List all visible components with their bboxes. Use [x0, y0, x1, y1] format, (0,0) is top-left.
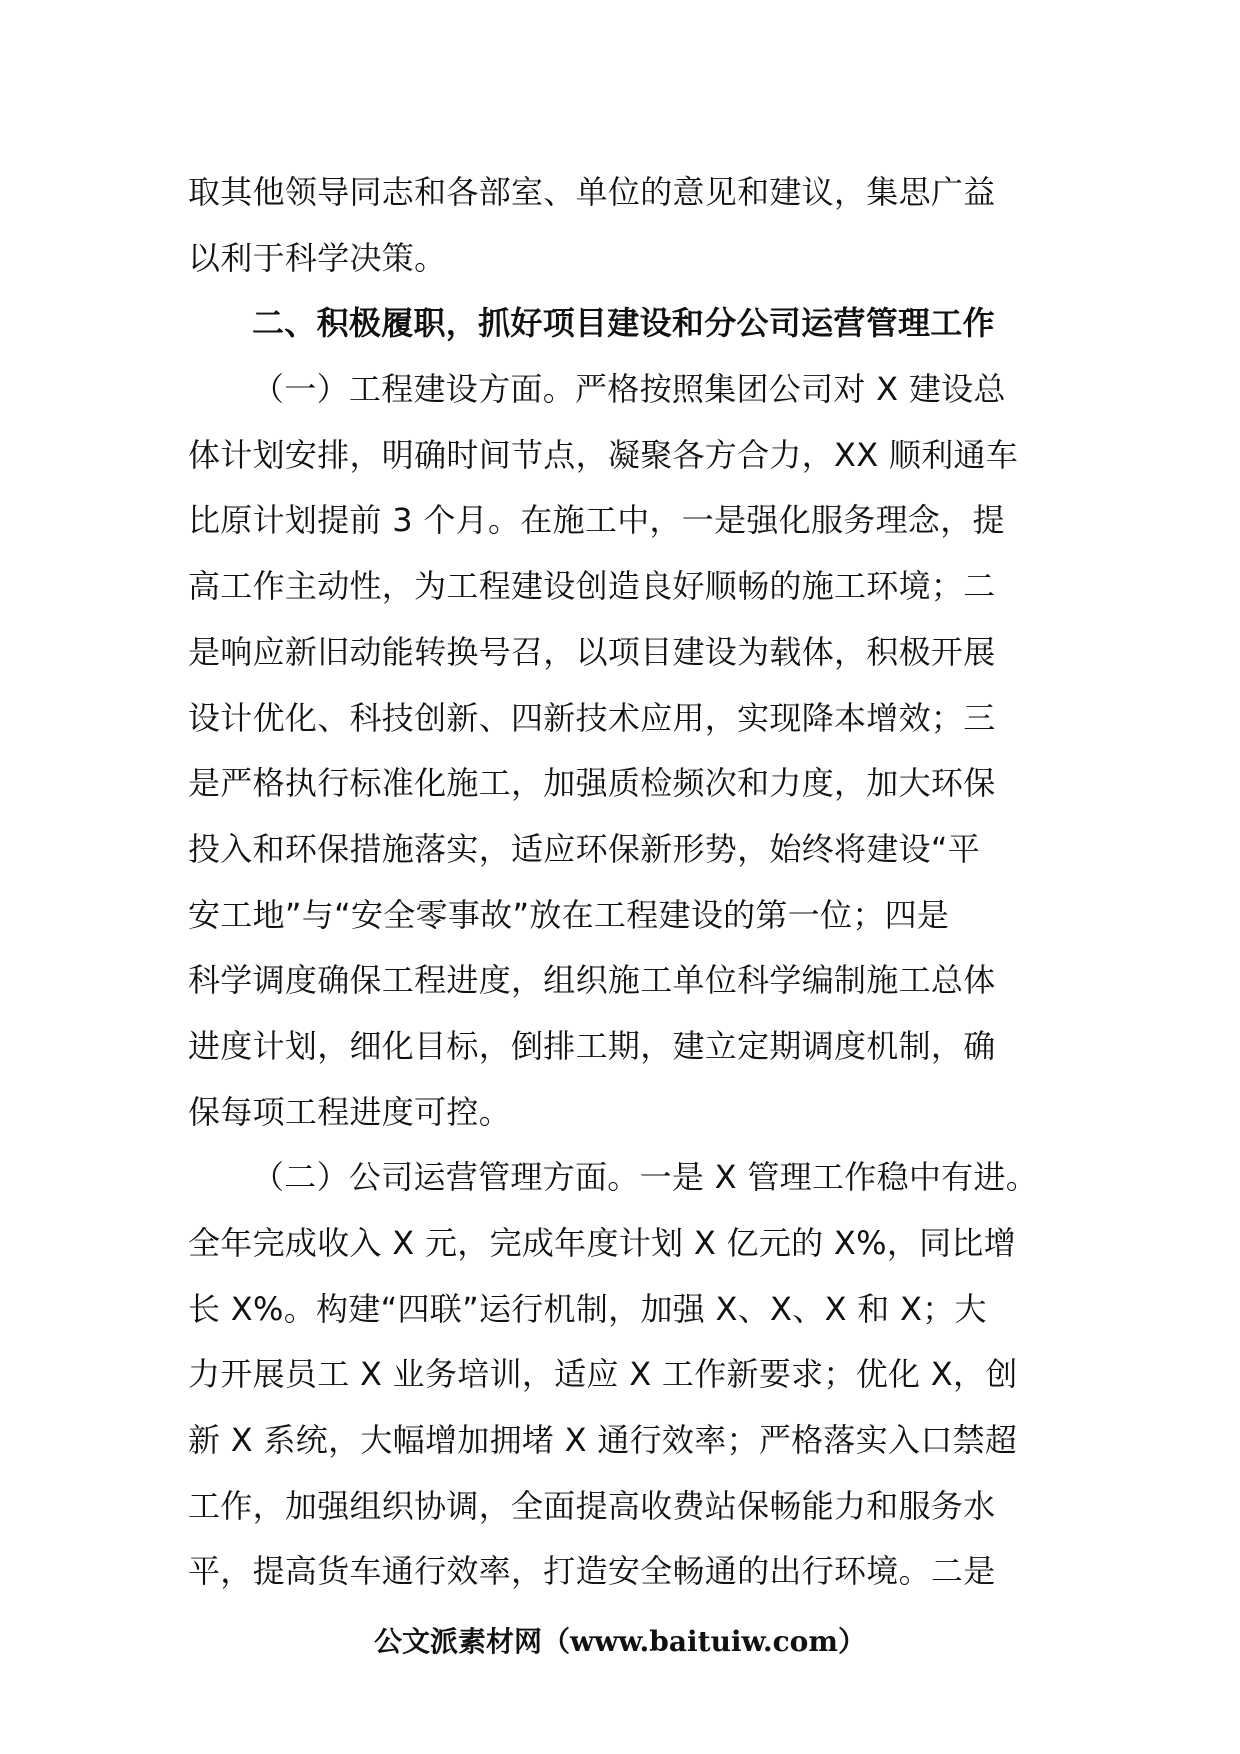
text-line: 全年完成收入 X 元，完成年度计划 X 亿元的 X%，同比增 [188, 1224, 1017, 1262]
text-line: 设计优化、科技创新、四新技术应用，实现降本增效；三 [188, 698, 996, 737]
section-heading: 二、积极履职，抓好项目建设和分公司运营管理工作 [252, 304, 995, 343]
body-text [188, 160, 1088, 1605]
text-line: 以利于科学决策。 [188, 238, 447, 277]
text-line: 比原计划提前 3 个月。在施工中，一是强化服务理念，提 [188, 501, 1005, 540]
text-line: 是严格执行标准化施工，加强质检频次和力度，加大环保 [188, 764, 996, 803]
text-line: 体计划安排，明确时间节点，凝聚各方合力，XX 顺利通车 [188, 435, 1019, 474]
text-line: 投入和环保措施落实，适应环保新形势，始终将建设“平 [188, 829, 981, 868]
text-line: 科学调度确保工程进度，组织施工单位科学编制施工总体 [188, 961, 996, 1000]
text-line: 力开展员工 X 业务培训，适应 X 工作新要求；优化 X，创 [188, 1355, 1018, 1394]
text-line: 高工作主动性，为工程建设创造良好顺畅的施工环境；二 [188, 567, 996, 606]
text-line: 新 X 系统，大幅增加拥堵 X 通行效率；严格落实入口禁超 [188, 1421, 1018, 1460]
text-line: 保每项工程进度可控。 [188, 1092, 512, 1131]
text-line: （一）工程建设方面。严格按照集团公司对 X 建设总 [252, 370, 1006, 409]
text-line: 工作，加强组织协调，全面提高收费站保畅能力和服务水 [188, 1486, 996, 1525]
text-line: 长 X%。构建“四联”运行机制，加强 X、X、X 和 X；大 [188, 1289, 987, 1328]
text-line: 取其他领导同志和各部室、单位的意见和建议，集思广益 [188, 173, 996, 211]
text-line: （二）公司运营管理方面。一是 X 管理工作稳中有进。 [252, 1158, 1039, 1197]
text-line: 平，提高货车通行效率，打造安全畅通的出行环境。二是 [188, 1552, 996, 1591]
footer-watermark: 公文派素材网（www.baituiw.com） [374, 1625, 866, 1658]
text-line: 安工地”与“安全零事故”放在工程建设的第一位；四是 [188, 895, 950, 934]
text-line: 是响应新旧动能转换号召，以项目建设为载体，积极开展 [188, 632, 996, 671]
text-line: 进度计划，细化目标，倒排工期，建立定期调度机制，确 [188, 1026, 996, 1065]
